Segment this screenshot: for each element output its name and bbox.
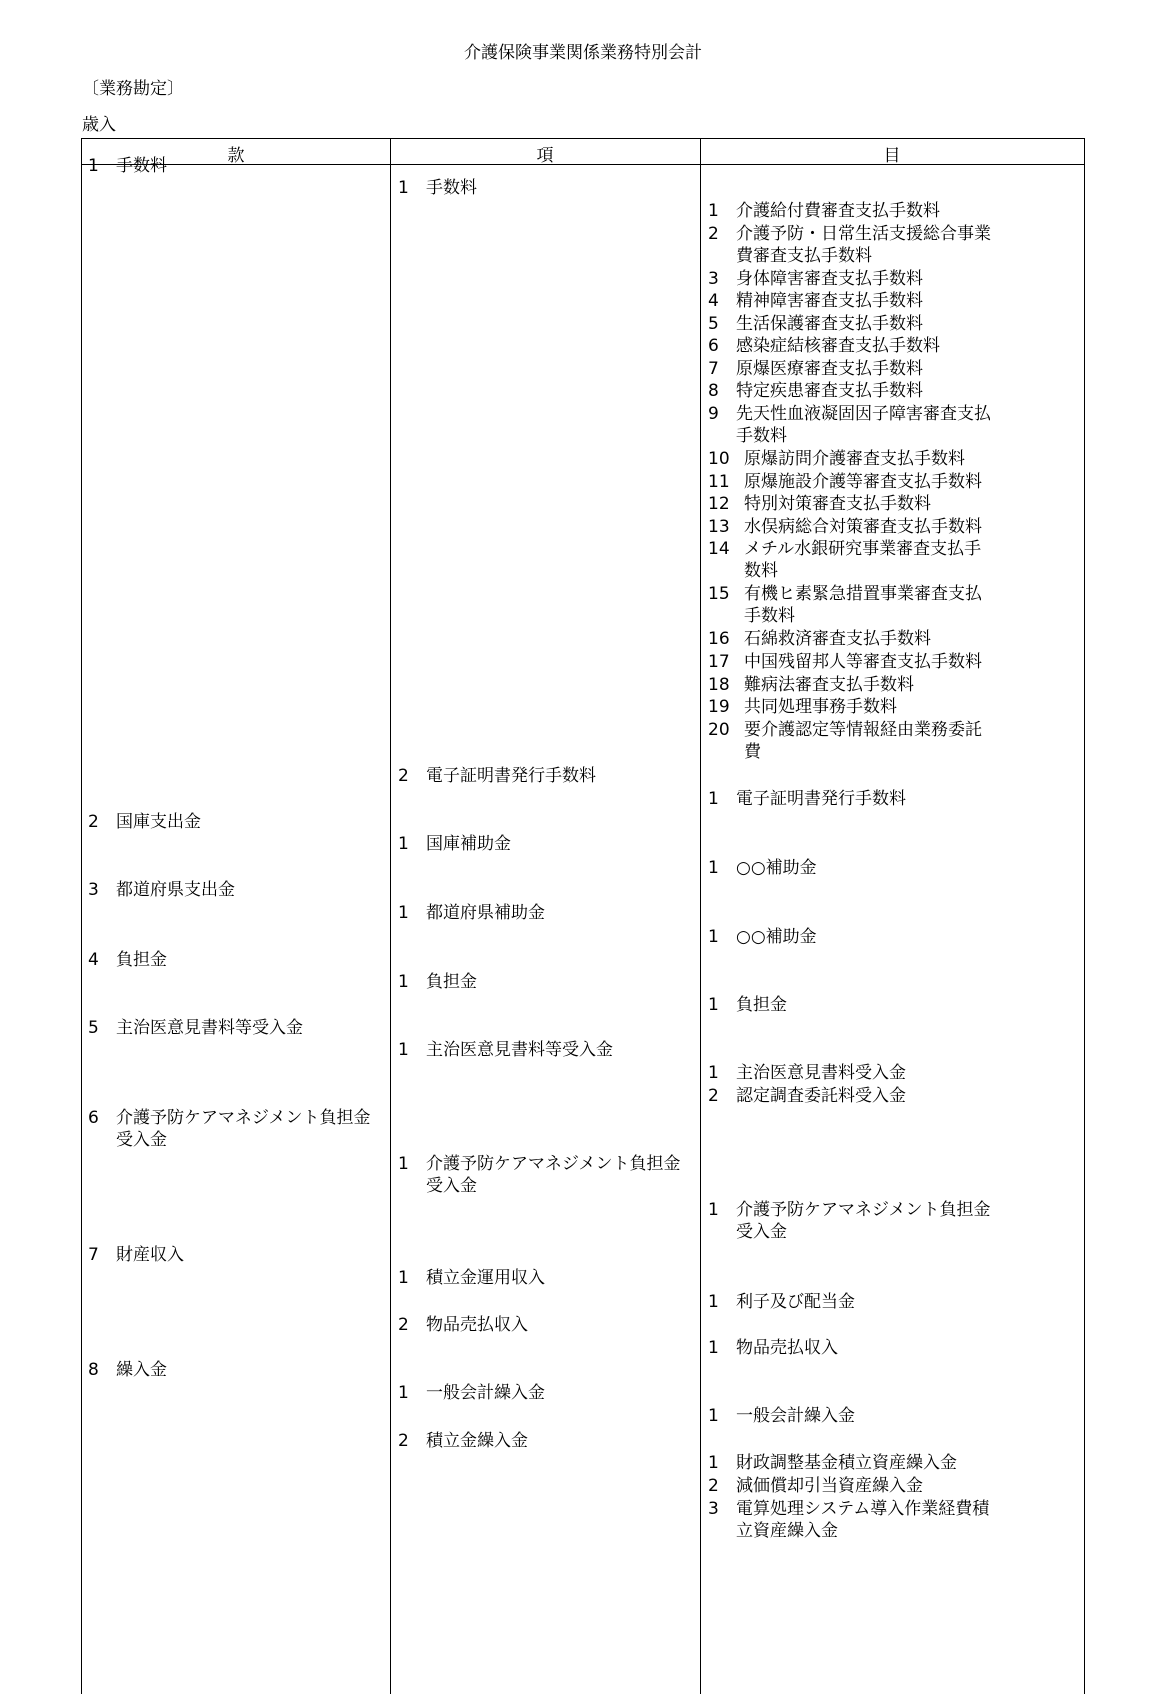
account-subtitle: 〔業務勘定〕 — [82, 79, 184, 99]
kou-item — [398, 177, 477, 199]
item-label: 国庫支出金 — [116, 812, 201, 832]
kan-item — [88, 1244, 184, 1266]
item-label: 財政調整基金積立資産繰入金 — [736, 1453, 957, 1473]
item-label: 難病法審査支払手数料 — [744, 675, 914, 695]
header-kou: 項 — [536, 146, 554, 166]
kan-item — [88, 155, 167, 177]
kan-item — [88, 1359, 167, 1381]
item-label: 一般会計繰入金 — [736, 1406, 855, 1426]
item-number: 5 — [708, 314, 719, 334]
moku-item — [708, 1062, 906, 1084]
item-number: 1 — [398, 178, 409, 198]
moku-item — [708, 674, 914, 696]
item-number: 9 — [708, 404, 719, 424]
item-label: 介護予防・日常生活支援総合事業 — [736, 224, 991, 244]
item-number: 1 — [708, 858, 719, 878]
item-label: 介護予防ケアマネジメント負担金 — [426, 1154, 681, 1174]
item-number: 8 — [708, 381, 719, 401]
item-number: 20 — [708, 720, 730, 740]
moku-item — [708, 493, 931, 515]
moku-item — [708, 1291, 855, 1313]
item-label: 電子証明書発行手数料 — [426, 766, 596, 786]
moku-item — [708, 719, 982, 763]
kan-item — [88, 1107, 371, 1151]
item-label-continuation: 費審査支払手数料 — [736, 246, 872, 266]
item-label: 負担金 — [426, 972, 477, 992]
item-label: 都道府県補助金 — [426, 903, 545, 923]
item-label: 介護給付費審査支払手数料 — [736, 201, 940, 221]
moku-item — [708, 1337, 838, 1359]
item-label-continuation: 受入金 — [736, 1222, 787, 1242]
moku-item — [708, 1475, 923, 1497]
item-label: 積立金繰入金 — [426, 1431, 528, 1451]
item-number: 1 — [708, 1453, 719, 1473]
item-number: 1 — [88, 156, 99, 176]
item-label: 介護予防ケアマネジメント負担金 — [116, 1108, 371, 1128]
moku-item — [708, 290, 923, 312]
item-label: ○○補助金 — [736, 858, 817, 878]
item-number: 4 — [88, 950, 99, 970]
moku-item — [708, 380, 923, 402]
moku-item — [708, 223, 991, 267]
kan-item — [88, 811, 201, 833]
revenue-table — [81, 138, 1085, 1694]
kou-item — [398, 1430, 528, 1452]
item-number: 14 — [708, 539, 730, 559]
kan-item — [88, 949, 167, 971]
item-number: 1 — [398, 903, 409, 923]
item-number: 19 — [708, 697, 730, 717]
item-label: 精神障害審査支払手数料 — [736, 291, 923, 311]
moku-item — [708, 926, 817, 948]
item-label: 原爆施設介護等審査支払手数料 — [744, 472, 982, 492]
item-number: 17 — [708, 652, 730, 672]
item-number: 16 — [708, 629, 730, 649]
moku-item — [708, 857, 817, 879]
moku-item — [708, 1452, 957, 1474]
item-number: 2 — [398, 1431, 409, 1451]
kou-item — [398, 833, 511, 855]
moku-item — [708, 696, 897, 718]
item-number: 2 — [398, 766, 409, 786]
item-label: 繰入金 — [116, 1360, 167, 1380]
item-number: 1 — [398, 972, 409, 992]
item-number: 2 — [88, 812, 99, 832]
item-label: 負担金 — [116, 950, 167, 970]
item-label: 積立金運用収入 — [426, 1268, 545, 1288]
kou-item — [398, 902, 545, 924]
item-label: 国庫補助金 — [426, 834, 511, 854]
moku-item — [708, 788, 906, 810]
item-number: 1 — [708, 1338, 719, 1358]
moku-item — [708, 471, 982, 493]
item-label: 主治医意見書料等受入金 — [426, 1040, 613, 1060]
item-number: 1 — [398, 1040, 409, 1060]
item-label: 身体障害審査支払手数料 — [736, 269, 923, 289]
item-number: 1 — [708, 927, 719, 947]
moku-item — [708, 583, 982, 627]
item-label: 物品売払収入 — [736, 1338, 838, 1358]
moku-item — [708, 1405, 855, 1427]
item-label: 特定疾患審査支払手数料 — [736, 381, 923, 401]
item-number: 15 — [708, 584, 730, 604]
item-label: 感染症結核審査支払手数料 — [736, 336, 940, 356]
moku-item — [708, 538, 981, 582]
item-label-continuation: 手数料 — [736, 426, 787, 446]
item-number: 3 — [708, 269, 719, 289]
item-label: 認定調査委託料受入金 — [736, 1086, 906, 1106]
item-number: 5 — [88, 1018, 99, 1038]
item-number: 6 — [708, 336, 719, 356]
item-label: 先天性血液凝固因子障害審査支払 — [736, 404, 991, 424]
moku-item — [708, 200, 940, 222]
item-label: ○○補助金 — [736, 927, 817, 947]
item-label: 一般会計繰入金 — [426, 1383, 545, 1403]
item-label: 主治医意見書料等受入金 — [116, 1018, 303, 1038]
item-number: 1 — [708, 1200, 719, 1220]
kou-item — [398, 1267, 545, 1289]
item-label-continuation: 数料 — [744, 561, 778, 581]
item-label-continuation: 受入金 — [426, 1176, 477, 1196]
moku-item — [708, 1085, 906, 1107]
item-number: 1 — [708, 995, 719, 1015]
item-label: 手数料 — [116, 156, 167, 176]
item-label: 主治医意見書料受入金 — [736, 1063, 906, 1083]
moku-item — [708, 651, 982, 673]
item-number: 1 — [708, 1063, 719, 1083]
item-label: 有機ヒ素緊急措置事業審査支払 — [744, 584, 982, 604]
moku-item — [708, 268, 923, 290]
item-number: 2 — [708, 224, 719, 244]
moku-item — [708, 1199, 991, 1243]
item-label: 特別対策審査支払手数料 — [744, 494, 931, 514]
item-number: 1 — [708, 789, 719, 809]
moku-item — [708, 628, 931, 650]
kou-item — [398, 1039, 613, 1061]
item-number: 2 — [708, 1476, 719, 1496]
item-number: 8 — [88, 1360, 99, 1380]
item-number: 3 — [708, 1499, 719, 1519]
column-divider — [700, 139, 701, 1694]
item-label-continuation: 立資産繰入金 — [736, 1521, 838, 1541]
item-number: 1 — [708, 201, 719, 221]
item-number: 1 — [708, 1406, 719, 1426]
item-label: 中国残留邦人等審査支払手数料 — [744, 652, 982, 672]
item-number: 10 — [708, 449, 730, 469]
item-label: 負担金 — [736, 995, 787, 1015]
moku-item — [708, 403, 991, 447]
item-label: 物品売払収入 — [426, 1315, 528, 1335]
item-label: 原爆医療審査支払手数料 — [736, 359, 923, 379]
header-kan: 款 — [227, 146, 245, 166]
item-number: 1 — [398, 1268, 409, 1288]
item-label: 水俣病総合対策審査支払手数料 — [744, 517, 982, 537]
item-label: 石綿救済審査支払手数料 — [744, 629, 931, 649]
header-moku: 目 — [883, 146, 901, 166]
moku-item — [708, 448, 965, 470]
item-number: 13 — [708, 517, 730, 537]
item-label: 手数料 — [426, 178, 477, 198]
item-number: 12 — [708, 494, 730, 514]
item-label: 電子証明書発行手数料 — [736, 789, 906, 809]
section-subtitle: 歳入 — [82, 115, 116, 135]
item-label: 電算処理システム導入作業経費積 — [736, 1499, 990, 1519]
document-title: 介護保険事業関係業務特別会計 — [464, 43, 702, 63]
item-label: 減価償却引当資産繰入金 — [736, 1476, 923, 1496]
item-label: 共同処理事務手数料 — [744, 697, 897, 717]
moku-item — [708, 335, 940, 357]
moku-item — [708, 313, 923, 335]
item-label: 原爆訪問介護審査支払手数料 — [744, 449, 965, 469]
kan-item — [88, 1017, 303, 1039]
item-label: 都道府県支出金 — [116, 880, 235, 900]
kou-item — [398, 1314, 528, 1336]
item-label: 介護予防ケアマネジメント負担金 — [736, 1200, 991, 1220]
item-number: 1 — [398, 1154, 409, 1174]
item-label: 財産収入 — [116, 1245, 184, 1265]
item-number: 7 — [708, 359, 719, 379]
item-label: 要介護認定等情報経由業務委託 — [744, 720, 982, 740]
moku-item — [708, 358, 923, 380]
item-number: 3 — [88, 880, 99, 900]
item-label-continuation: 費 — [744, 742, 761, 762]
kan-item — [88, 879, 235, 901]
item-number: 6 — [88, 1108, 99, 1128]
item-label: 利子及び配当金 — [736, 1292, 855, 1312]
item-number: 2 — [708, 1086, 719, 1106]
column-divider — [390, 139, 391, 1694]
item-number: 1 — [708, 1292, 719, 1312]
item-number: 7 — [88, 1245, 99, 1265]
kou-item — [398, 1382, 545, 1404]
kou-item — [398, 971, 477, 993]
item-label-continuation: 手数料 — [744, 606, 795, 626]
item-number: 1 — [398, 1383, 409, 1403]
moku-item — [708, 994, 787, 1016]
item-label-continuation: 受入金 — [116, 1130, 167, 1150]
kou-item — [398, 765, 596, 787]
item-number: 4 — [708, 291, 719, 311]
item-number: 11 — [708, 472, 730, 492]
moku-item — [708, 1498, 989, 1542]
item-number: 2 — [398, 1315, 409, 1335]
item-number: 18 — [708, 675, 730, 695]
item-label: メチル水銀研究事業審査支払手 — [744, 539, 982, 559]
item-label: 生活保護審査支払手数料 — [736, 314, 923, 334]
kou-item — [398, 1153, 681, 1197]
moku-item — [708, 516, 982, 538]
item-number: 1 — [398, 834, 409, 854]
